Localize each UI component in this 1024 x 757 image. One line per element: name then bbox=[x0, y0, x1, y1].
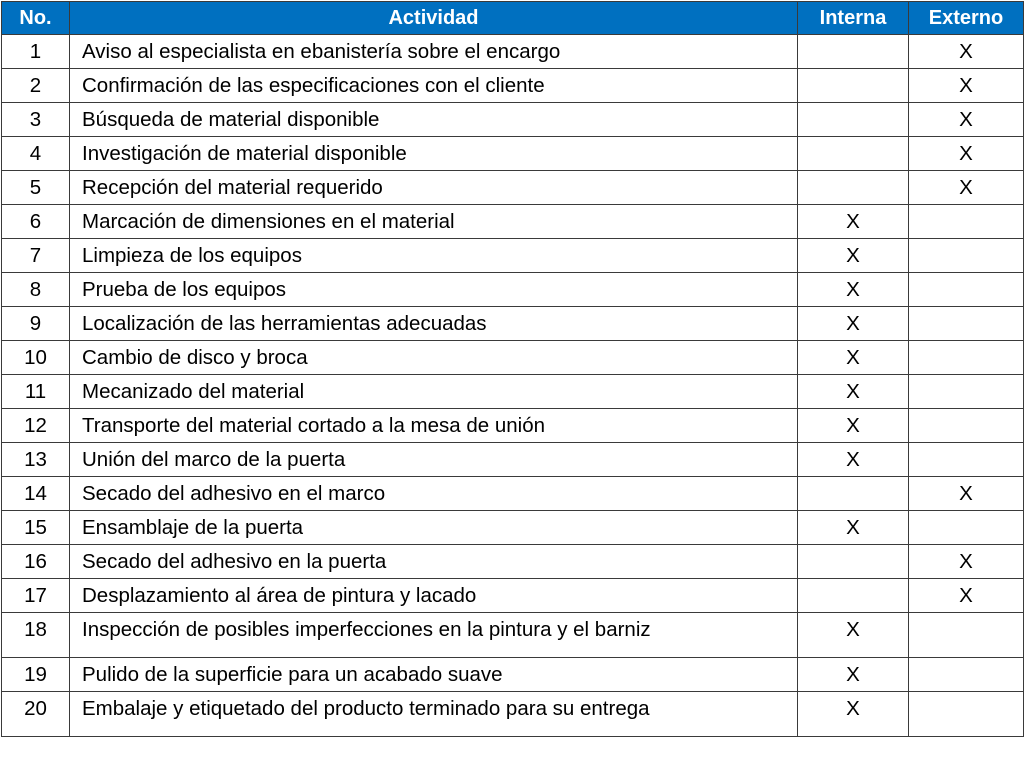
row-number: 20 bbox=[2, 692, 70, 737]
activities-table bbox=[1, 1, 1024, 737]
row-activity: Mecanizado del material bbox=[70, 375, 798, 409]
row-number: 10 bbox=[2, 341, 70, 375]
row-interna-mark: X bbox=[798, 511, 909, 545]
row-number: 2 bbox=[2, 69, 70, 103]
row-interna-mark: X bbox=[798, 239, 909, 273]
row-interna-mark: X bbox=[798, 443, 909, 477]
row-externo-mark bbox=[909, 692, 1024, 737]
row-number: 11 bbox=[2, 375, 70, 409]
row-number: 3 bbox=[2, 103, 70, 137]
row-activity: Limpieza de los equipos bbox=[70, 239, 798, 273]
header-row bbox=[2, 2, 1024, 35]
row-number: 18 bbox=[2, 613, 70, 658]
row-interna-mark: X bbox=[798, 375, 909, 409]
table-row bbox=[2, 409, 1024, 443]
row-activity: Marcación de dimensiones en el material bbox=[70, 205, 798, 239]
row-number: 19 bbox=[2, 658, 70, 692]
row-number: 8 bbox=[2, 273, 70, 307]
table-row bbox=[2, 137, 1024, 171]
row-number: 4 bbox=[2, 137, 70, 171]
row-number: 15 bbox=[2, 511, 70, 545]
row-activity: Inspección de posibles imperfecciones en la pintura y el barniz bbox=[70, 613, 798, 658]
row-externo-mark bbox=[909, 613, 1024, 658]
row-interna-mark: X bbox=[798, 307, 909, 341]
row-activity: Confirmación de las especificaciones con el cliente bbox=[70, 69, 798, 103]
row-activity: Ensamblaje de la puerta bbox=[70, 511, 798, 545]
row-activity: Pulido de la superficie para un acabado suave bbox=[70, 658, 798, 692]
row-externo-mark: X bbox=[909, 35, 1024, 69]
row-activity: Investigación de material disponible bbox=[70, 137, 798, 171]
row-interna-mark: X bbox=[798, 341, 909, 375]
row-interna-mark: X bbox=[798, 613, 909, 658]
row-number: 17 bbox=[2, 579, 70, 613]
row-number: 5 bbox=[2, 171, 70, 205]
table-row bbox=[2, 613, 1024, 658]
row-interna-mark: X bbox=[798, 409, 909, 443]
table-row bbox=[2, 35, 1024, 69]
table-row bbox=[2, 205, 1024, 239]
header-interna: Interna bbox=[798, 2, 909, 35]
row-activity: Aviso al especialista en ebanistería sobre el encargo bbox=[70, 35, 798, 69]
row-activity: Transporte del material cortado a la mesa de unión bbox=[70, 409, 798, 443]
row-interna-mark bbox=[798, 137, 909, 171]
row-number: 1 bbox=[2, 35, 70, 69]
row-externo-mark bbox=[909, 658, 1024, 692]
row-interna-mark bbox=[798, 35, 909, 69]
row-number: 9 bbox=[2, 307, 70, 341]
row-activity: Secado del adhesivo en la puerta bbox=[70, 545, 798, 579]
table-row bbox=[2, 692, 1024, 737]
row-externo-mark: X bbox=[909, 477, 1024, 511]
header-no: No. bbox=[2, 2, 70, 35]
row-interna-mark: X bbox=[798, 658, 909, 692]
table-row bbox=[2, 658, 1024, 692]
row-interna-mark bbox=[798, 171, 909, 205]
row-interna-mark bbox=[798, 69, 909, 103]
row-interna-mark bbox=[798, 579, 909, 613]
row-activity: Embalaje y etiquetado del producto terminado para su entrega bbox=[70, 692, 798, 737]
table-row bbox=[2, 375, 1024, 409]
row-externo-mark bbox=[909, 205, 1024, 239]
table-row bbox=[2, 103, 1024, 137]
row-activity: Búsqueda de material disponible bbox=[70, 103, 798, 137]
row-activity: Prueba de los equipos bbox=[70, 273, 798, 307]
row-interna-mark: X bbox=[798, 273, 909, 307]
row-activity: Secado del adhesivo en el marco bbox=[70, 477, 798, 511]
row-number: 7 bbox=[2, 239, 70, 273]
row-number: 13 bbox=[2, 443, 70, 477]
table-row bbox=[2, 307, 1024, 341]
row-externo-mark bbox=[909, 307, 1024, 341]
row-externo-mark: X bbox=[909, 579, 1024, 613]
row-interna-mark bbox=[798, 477, 909, 511]
table-row bbox=[2, 273, 1024, 307]
table-row bbox=[2, 341, 1024, 375]
row-number: 12 bbox=[2, 409, 70, 443]
header-externo: Externo bbox=[909, 2, 1024, 35]
row-externo-mark bbox=[909, 341, 1024, 375]
header-actividad: Actividad bbox=[70, 2, 798, 35]
row-number: 14 bbox=[2, 477, 70, 511]
row-activity: Cambio de disco y broca bbox=[70, 341, 798, 375]
row-externo-mark bbox=[909, 273, 1024, 307]
row-externo-mark: X bbox=[909, 69, 1024, 103]
table-body bbox=[2, 35, 1024, 737]
row-interna-mark bbox=[798, 545, 909, 579]
row-number: 6 bbox=[2, 205, 70, 239]
row-externo-mark bbox=[909, 443, 1024, 477]
row-externo-mark: X bbox=[909, 171, 1024, 205]
table-row bbox=[2, 545, 1024, 579]
row-activity: Unión del marco de la puerta bbox=[70, 443, 798, 477]
row-activity: Desplazamiento al área de pintura y lacado bbox=[70, 579, 798, 613]
row-externo-mark: X bbox=[909, 103, 1024, 137]
row-externo-mark bbox=[909, 511, 1024, 545]
row-interna-mark: X bbox=[798, 692, 909, 737]
row-externo-mark: X bbox=[909, 137, 1024, 171]
row-number: 16 bbox=[2, 545, 70, 579]
row-externo-mark: X bbox=[909, 545, 1024, 579]
table-row bbox=[2, 579, 1024, 613]
table-row bbox=[2, 477, 1024, 511]
row-interna-mark bbox=[798, 103, 909, 137]
row-activity: Recepción del material requerido bbox=[70, 171, 798, 205]
table-row bbox=[2, 69, 1024, 103]
table-row bbox=[2, 171, 1024, 205]
row-externo-mark bbox=[909, 239, 1024, 273]
row-externo-mark bbox=[909, 409, 1024, 443]
table-row bbox=[2, 443, 1024, 477]
table-row bbox=[2, 239, 1024, 273]
row-interna-mark: X bbox=[798, 205, 909, 239]
row-externo-mark bbox=[909, 375, 1024, 409]
table-row bbox=[2, 511, 1024, 545]
row-activity: Localización de las herramientas adecuadas bbox=[70, 307, 798, 341]
